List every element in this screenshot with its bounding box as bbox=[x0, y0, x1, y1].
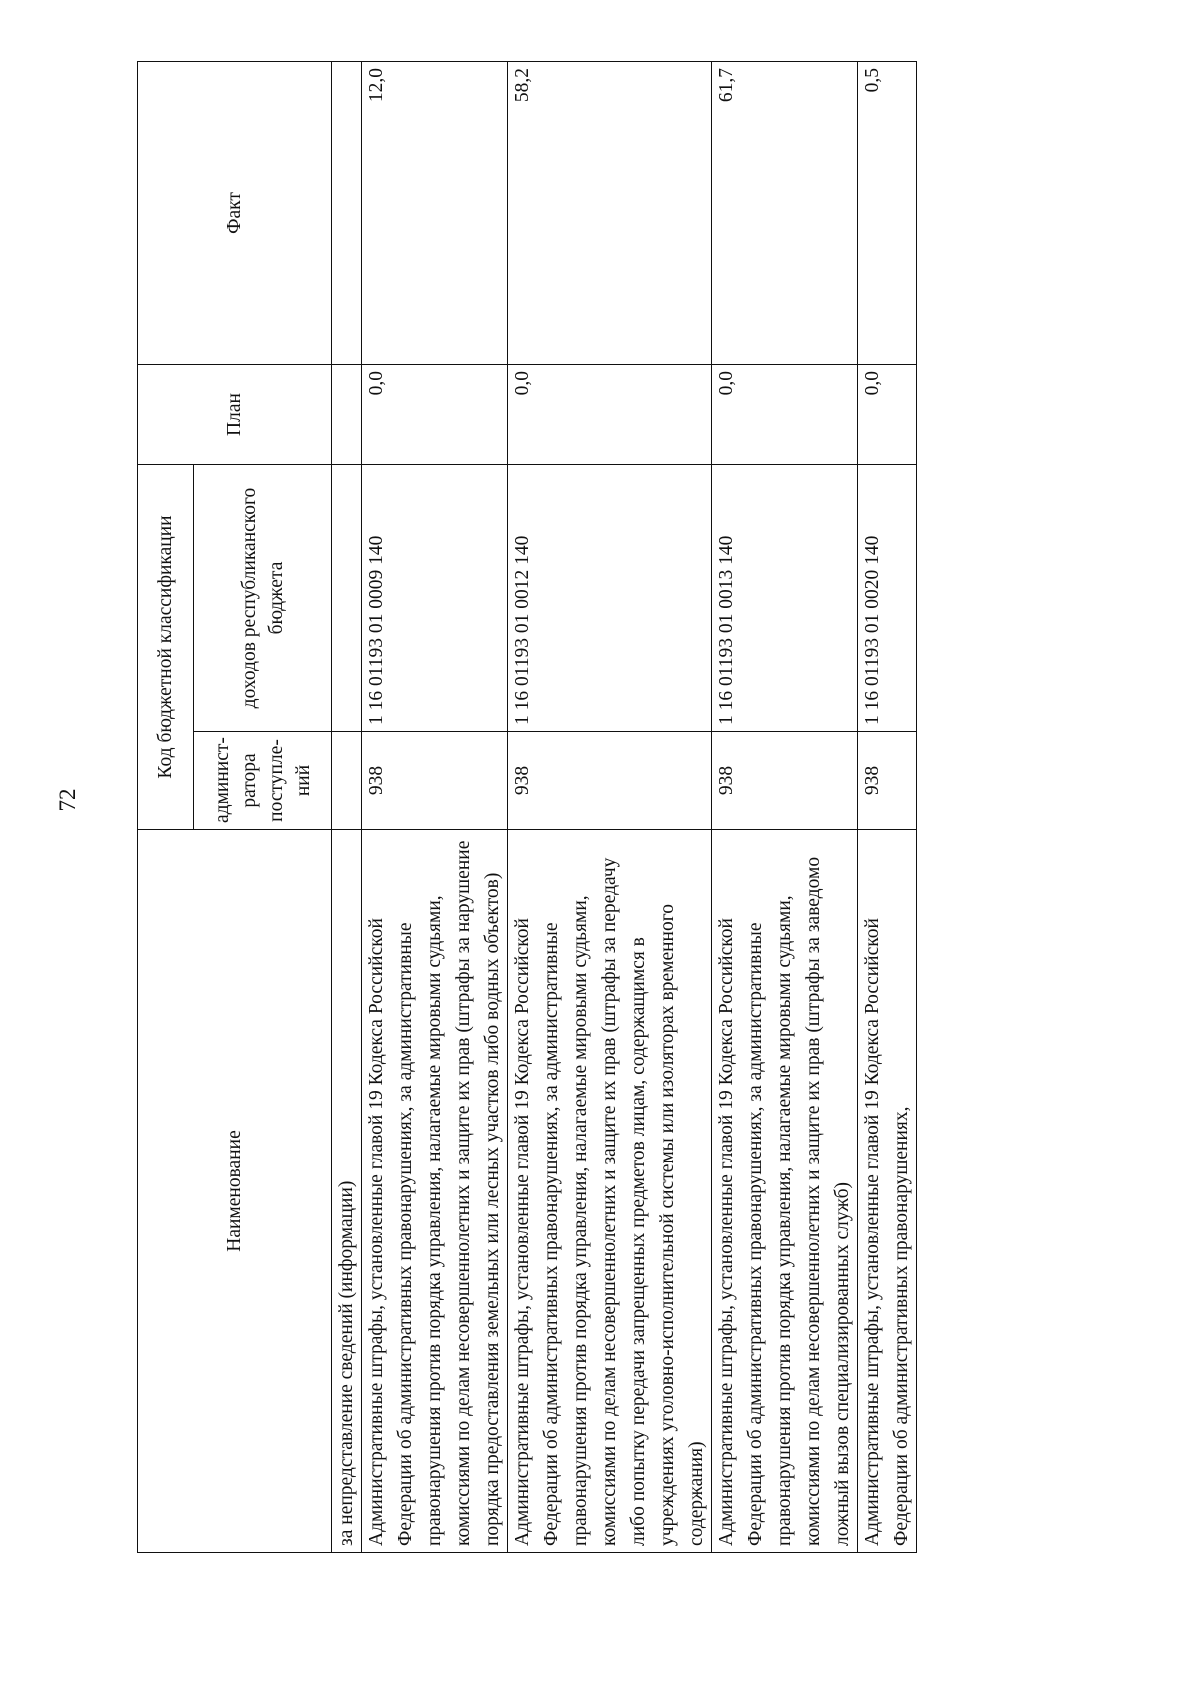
empty-cell bbox=[332, 465, 362, 732]
table-row bbox=[508, 62, 712, 1553]
row-fact: 0,5 bbox=[858, 62, 917, 365]
header-income: доходов республиканского бюджета bbox=[194, 465, 332, 732]
row-name: Административные штрафы, установленные главой 19 Кодекса Российской Федерации об административных правонарушениях, за административные правонарушения против порядка управления, налагаемые мировыми судьями, комиссиями по делам несовершеннолетних и защите их прав (штрафы за заведомо ложный вызов специализированных служб) bbox=[712, 830, 858, 1553]
row-admin: 938 bbox=[362, 732, 508, 830]
row-plan: 0,0 bbox=[362, 365, 508, 465]
row-code: 1 16 01193 01 0012 140 bbox=[508, 465, 712, 732]
row-plan: 0,0 bbox=[858, 365, 917, 465]
rotated-table-container bbox=[137, 62, 1056, 1553]
table-row-continuation bbox=[332, 62, 362, 1553]
row-fact: 61,7 bbox=[712, 62, 858, 365]
row-code: 1 16 01193 01 0013 140 bbox=[712, 465, 858, 732]
row-admin: 938 bbox=[712, 732, 858, 830]
header-code-group: Код бюджетной классификации bbox=[138, 465, 194, 830]
row-fact: 12,0 bbox=[362, 62, 508, 365]
continuation-cell: за непредставление сведений (информации) bbox=[332, 830, 362, 1553]
row-name: Административные штрафы, установленные главой 19 Кодекса Российской Федерации об административных правонарушениях, bbox=[858, 830, 917, 1553]
row-plan: 0,0 bbox=[712, 365, 858, 465]
row-code: 1 16 01193 01 0009 140 bbox=[362, 465, 508, 732]
header-fact: Факт bbox=[138, 62, 332, 365]
row-plan: 0,0 bbox=[508, 365, 712, 465]
row-name: Административные штрафы, установленные главой 19 Кодекса Российской Федерации об административных правонарушениях, за административные правонарушения против порядка управления, налагаемые мировыми судьями, комиссиями по делам несовершеннолетних и защите их прав (штрафы за нарушение порядка предоставления земельных или лесных участков либо водных объектов) bbox=[362, 830, 508, 1553]
empty-cell bbox=[332, 365, 362, 465]
budget-table bbox=[137, 61, 917, 1553]
row-code: 1 16 01193 01 0020 140 bbox=[858, 465, 917, 732]
row-name: Административные штрафы, установленные главой 19 Кодекса Российской Федерации об административных правонарушениях, за административные правонарушения против порядка управления, налагаемые мировыми судьями, комиссиями по делам несовершеннолетних и защите их прав (штрафы за передачу либо попытку передачи запрещенных предметов лицам, содержащимся в учреждениях уголовно-исполнительной системы или изоляторах временного содержания) bbox=[508, 830, 712, 1553]
empty-cell bbox=[332, 62, 362, 365]
table-row bbox=[858, 62, 917, 1553]
page-number: 72 bbox=[55, 788, 80, 812]
row-admin: 938 bbox=[858, 732, 917, 830]
table-row bbox=[712, 62, 858, 1553]
empty-cell bbox=[332, 732, 362, 830]
header-name: Наименование bbox=[138, 830, 332, 1553]
header-plan: План bbox=[138, 365, 332, 465]
row-admin: 938 bbox=[508, 732, 712, 830]
row-fact: 58,2 bbox=[508, 62, 712, 365]
table-row bbox=[362, 62, 508, 1553]
header-admin: админист-ратора поступле-ний bbox=[194, 732, 332, 830]
